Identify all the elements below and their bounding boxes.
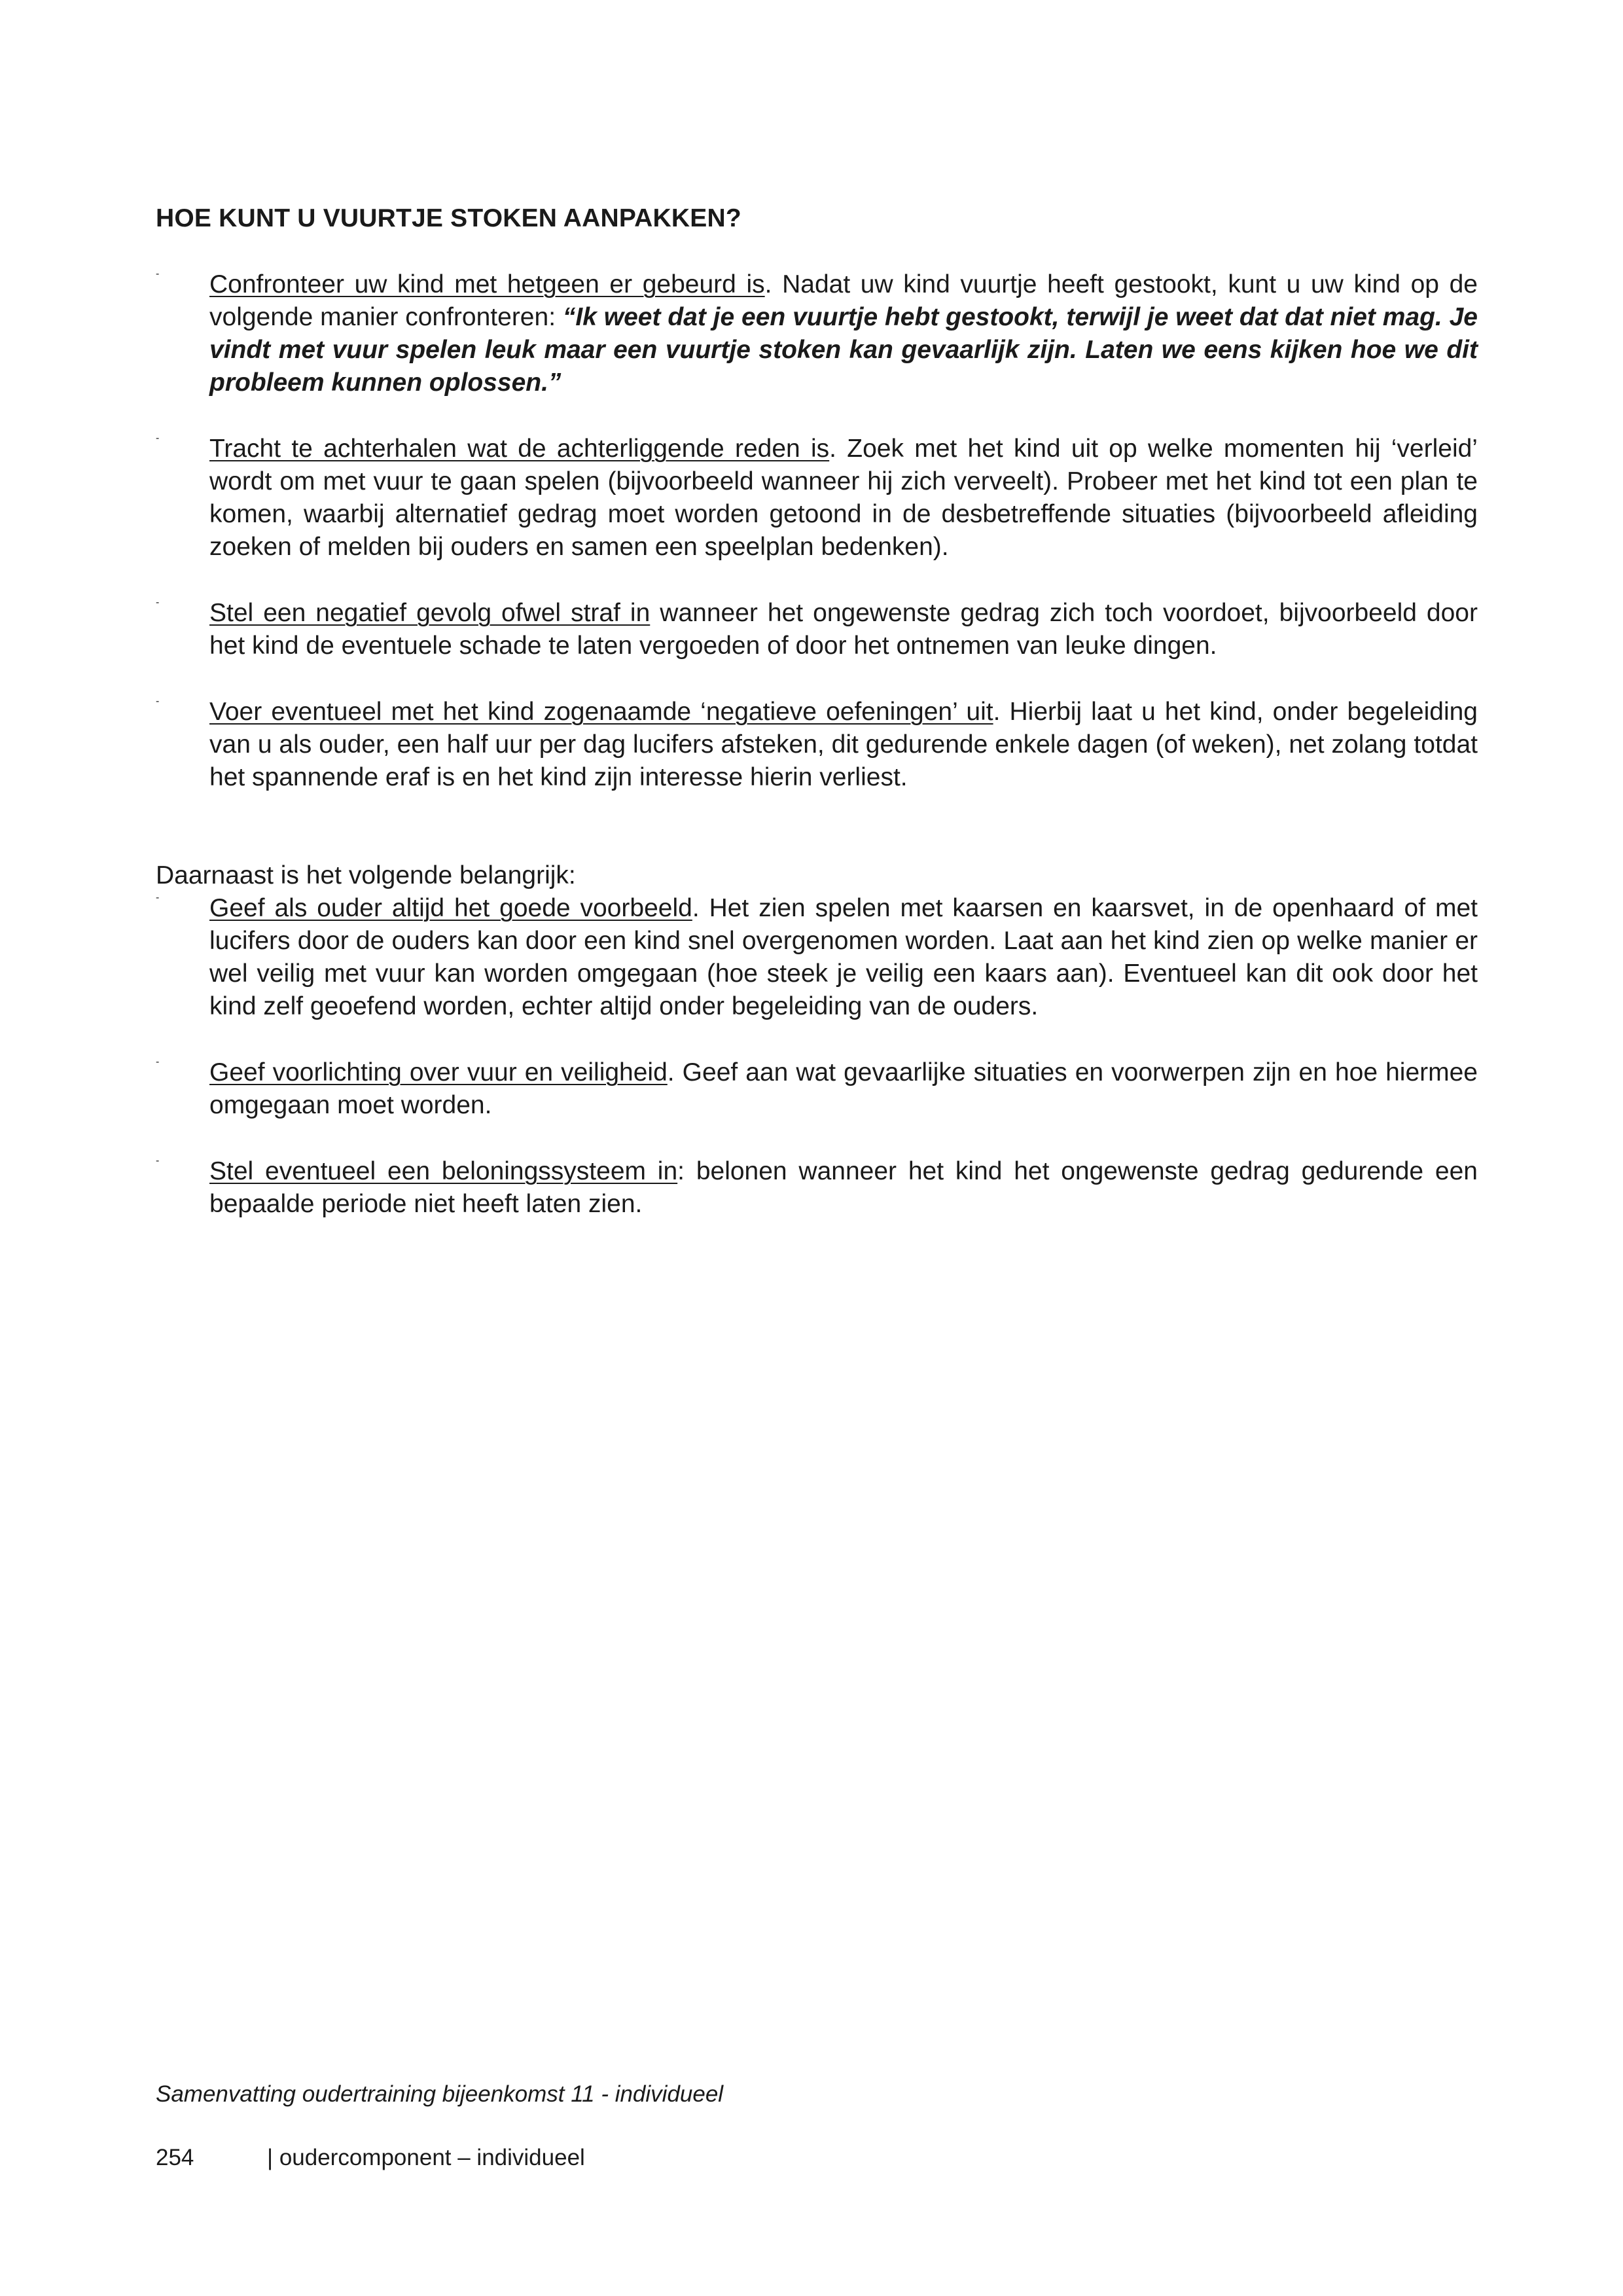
content (156, 268, 1478, 1254)
bullet-dash: - (156, 597, 160, 608)
bullet-dash: - (156, 268, 160, 279)
list-item (156, 597, 1478, 662)
list-item-text (209, 1056, 1478, 1122)
intro-paragraph: Daarnaast is het volgende belangrijk: (156, 861, 576, 889)
item-body: wanneer het ongewenste gedrag zich toch voordoet, bijvoorbeeld door het kind de eventuele schade te laten vergoeden of door het ontnemen van leuke dingen. (209, 599, 1478, 660)
item-quote: “Ik weet dat je een vuurtje hebt gestookt, terwijl je weet dat dat niet mag. Je vindt met vuur spelen leuk maar een vuurtje stoken kan gevaarlijk zijn. Laten we eens kijken hoe we dit probleem kunnen oplossen.” (209, 303, 1478, 397)
list-item (156, 892, 1478, 1023)
list-item (156, 1056, 1478, 1122)
item-body: . Nadat uw kind vuurtje heeft gestookt, kunt u uw kind op de volgende manier confronteren: (209, 270, 1478, 331)
item-body: : belonen wanneer het kind het ongewenste gedrag gedurende een bepaalde periode niet heeft laten zien. (209, 1157, 1478, 1218)
item-body: . Geef aan wat gevaarlijke situaties en voorwerpen zijn en hoe hiermee omgegaan moet worden. (209, 1058, 1478, 1119)
item-body: . Hierbij laat u het kind, onder begeleiding van u als ouder, een half uur per dag lucifers afsteken, dit gedurende enkele dagen (of weken), net zolang totdat het spannende eraf is en het kind zijn interesse hierin verliest. (209, 698, 1478, 791)
item-lead: Voer eventueel met het kind zogenaamde ‘negatieve oefeningen’ uit (209, 698, 993, 726)
list-item-text (209, 1155, 1478, 1221)
item-lead: Stel een negatief gevolg ofwel straf in (209, 599, 651, 627)
list-item (156, 268, 1478, 399)
list-item (156, 433, 1478, 564)
bullet-dash: - (156, 1155, 160, 1166)
page-number: 254 (156, 2145, 194, 2170)
item-lead: Tracht te achterhalen wat de achterliggende reden is (209, 435, 830, 463)
bullet-dash: - (156, 433, 160, 444)
bullet-dash: - (156, 696, 160, 707)
list-item-text (209, 433, 1478, 564)
footer-note: Samenvatting oudertraining bijeenkomst 11 - individueel (156, 2081, 724, 2107)
item-lead: Stel eventueel een beloningssysteem in (209, 1157, 678, 1185)
list-item-text (209, 696, 1478, 794)
item-lead: Geef voorlichting over vuur en veiligheid (209, 1058, 668, 1086)
list-item (156, 1155, 1478, 1221)
running-footer: | oudercomponent – individueel (267, 2145, 585, 2170)
item-body: . Zoek met het kind uit op welke momenten hij ‘verleid’ wordt om met vuur te gaan spelen (bijvoorbeeld wanneer hij zich verveelt). Probeer met het kind tot een plan te komen, waarbij alternatief gedrag moet worden getoond in de desbetreffende situaties (bijvoorbeeld afleiding zoeken of melden bij ouders en samen een speelplan bedenken). (209, 435, 1478, 561)
list-item-text (209, 597, 1478, 662)
section-heading: HOE KUNT U VUURTJE STOKEN AANPAKKEN? (156, 204, 741, 232)
list-item-text (209, 892, 1478, 1023)
bullet-dash: - (156, 892, 160, 903)
item-lead: Confronteer uw kind met hetgeen er gebeurd is (209, 270, 765, 298)
item-lead: Geef als ouder altijd het goede voorbeeld (209, 894, 692, 922)
bullet-dash: - (156, 1056, 160, 1067)
page-footer (156, 2145, 585, 2171)
list-item (156, 696, 1478, 794)
list-item-text (209, 268, 1478, 399)
item-body: . Het zien spelen met kaarsen en kaarsvet, in de openhaard of met lucifers door de ouders kan door een kind snel overgenomen worden. Laat aan het kind zien op welke manier er wel veilig met vuur kan worden omgegaan (hoe steek je veilig een kaars aan). Eventueel kan dit ook door het kind zelf geoefend worden, echter altijd onder begeleiding van de ouders. (209, 894, 1478, 1020)
